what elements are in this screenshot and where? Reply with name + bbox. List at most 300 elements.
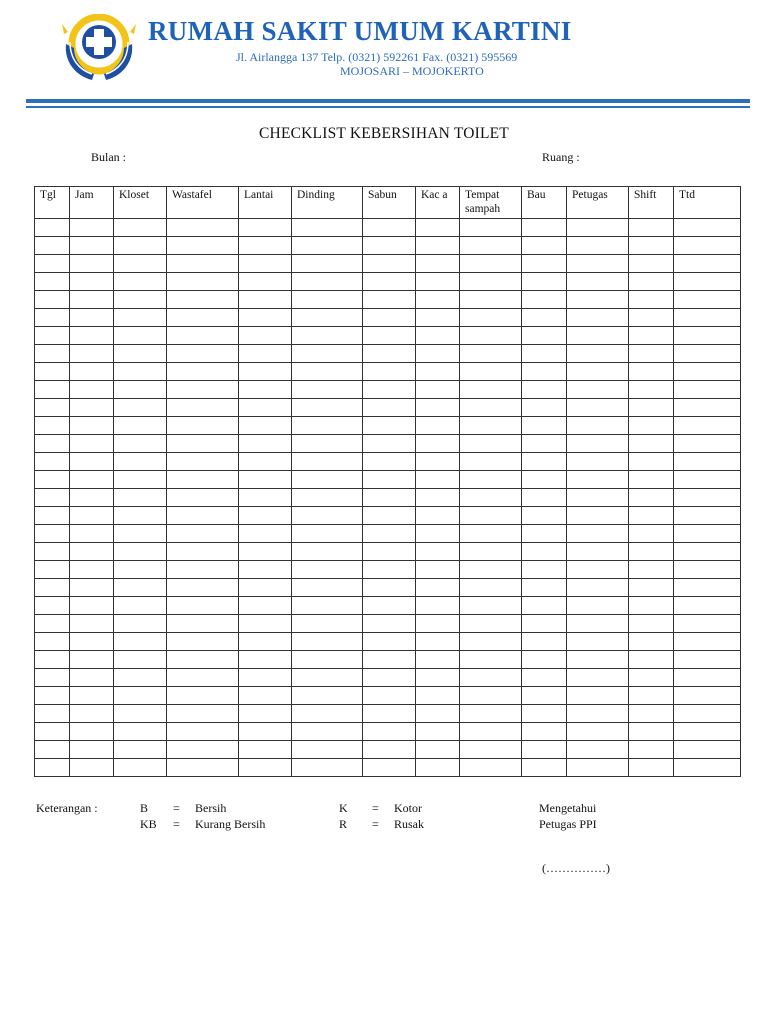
table-cell[interactable] bbox=[522, 597, 567, 615]
table-cell[interactable] bbox=[629, 579, 674, 597]
table-cell[interactable] bbox=[239, 633, 292, 651]
table-cell[interactable] bbox=[363, 327, 416, 345]
table-cell[interactable] bbox=[35, 489, 70, 507]
table-cell[interactable] bbox=[239, 399, 292, 417]
table-cell[interactable] bbox=[114, 471, 167, 489]
table-cell[interactable] bbox=[239, 309, 292, 327]
table-cell[interactable] bbox=[460, 579, 522, 597]
table-cell[interactable] bbox=[167, 417, 239, 435]
table-cell[interactable] bbox=[35, 327, 70, 345]
table-cell[interactable] bbox=[416, 255, 460, 273]
table-cell[interactable] bbox=[167, 687, 239, 705]
table-cell[interactable] bbox=[522, 525, 567, 543]
table-cell[interactable] bbox=[363, 381, 416, 399]
table-cell[interactable] bbox=[70, 237, 114, 255]
table-cell[interactable] bbox=[416, 615, 460, 633]
table-cell[interactable] bbox=[70, 435, 114, 453]
table-cell[interactable] bbox=[416, 651, 460, 669]
table-cell[interactable] bbox=[363, 597, 416, 615]
table-cell[interactable] bbox=[522, 615, 567, 633]
table-cell[interactable] bbox=[239, 363, 292, 381]
table-cell[interactable] bbox=[416, 543, 460, 561]
table-cell[interactable] bbox=[674, 309, 741, 327]
table-cell[interactable] bbox=[522, 255, 567, 273]
table-cell[interactable] bbox=[292, 363, 363, 381]
table-cell[interactable] bbox=[674, 381, 741, 399]
table-cell[interactable] bbox=[35, 705, 70, 723]
table-cell[interactable] bbox=[114, 543, 167, 561]
table-cell[interactable] bbox=[70, 633, 114, 651]
table-cell[interactable] bbox=[239, 273, 292, 291]
table-cell[interactable] bbox=[567, 633, 629, 651]
table-cell[interactable] bbox=[70, 741, 114, 759]
table-cell[interactable] bbox=[460, 255, 522, 273]
table-cell[interactable] bbox=[416, 633, 460, 651]
table-cell[interactable] bbox=[292, 633, 363, 651]
table-cell[interactable] bbox=[70, 327, 114, 345]
table-cell[interactable] bbox=[35, 597, 70, 615]
table-cell[interactable] bbox=[629, 597, 674, 615]
table-cell[interactable] bbox=[460, 345, 522, 363]
table-cell[interactable] bbox=[167, 723, 239, 741]
table-cell[interactable] bbox=[363, 687, 416, 705]
table-cell[interactable] bbox=[522, 723, 567, 741]
table-cell[interactable] bbox=[35, 345, 70, 363]
table-cell[interactable] bbox=[567, 363, 629, 381]
table-cell[interactable] bbox=[114, 399, 167, 417]
table-cell[interactable] bbox=[70, 723, 114, 741]
table-cell[interactable] bbox=[674, 345, 741, 363]
table-cell[interactable] bbox=[522, 705, 567, 723]
table-cell[interactable] bbox=[522, 309, 567, 327]
table-cell[interactable] bbox=[363, 255, 416, 273]
table-cell[interactable] bbox=[363, 273, 416, 291]
table-cell[interactable] bbox=[70, 615, 114, 633]
table-cell[interactable] bbox=[567, 381, 629, 399]
table-cell[interactable] bbox=[629, 741, 674, 759]
table-cell[interactable] bbox=[629, 381, 674, 399]
table-cell[interactable] bbox=[239, 471, 292, 489]
table-cell[interactable] bbox=[35, 525, 70, 543]
table-cell[interactable] bbox=[239, 255, 292, 273]
table-cell[interactable] bbox=[239, 651, 292, 669]
table-cell[interactable] bbox=[114, 561, 167, 579]
table-cell[interactable] bbox=[674, 651, 741, 669]
table-cell[interactable] bbox=[70, 453, 114, 471]
table-cell[interactable] bbox=[239, 345, 292, 363]
table-cell[interactable] bbox=[567, 309, 629, 327]
table-cell[interactable] bbox=[460, 597, 522, 615]
table-cell[interactable] bbox=[629, 327, 674, 345]
table-cell[interactable] bbox=[674, 741, 741, 759]
table-cell[interactable] bbox=[239, 687, 292, 705]
table-cell[interactable] bbox=[35, 399, 70, 417]
table-cell[interactable] bbox=[567, 525, 629, 543]
table-cell[interactable] bbox=[460, 651, 522, 669]
table-cell[interactable] bbox=[35, 723, 70, 741]
table-cell[interactable] bbox=[629, 723, 674, 741]
table-cell[interactable] bbox=[114, 525, 167, 543]
table-cell[interactable] bbox=[35, 309, 70, 327]
table-cell[interactable] bbox=[114, 309, 167, 327]
table-cell[interactable] bbox=[629, 759, 674, 777]
table-cell[interactable] bbox=[416, 273, 460, 291]
table-cell[interactable] bbox=[522, 579, 567, 597]
table-cell[interactable] bbox=[363, 579, 416, 597]
table-cell[interactable] bbox=[629, 453, 674, 471]
table-cell[interactable] bbox=[114, 741, 167, 759]
table-cell[interactable] bbox=[70, 255, 114, 273]
table-cell[interactable] bbox=[292, 327, 363, 345]
table-cell[interactable] bbox=[363, 345, 416, 363]
table-cell[interactable] bbox=[629, 291, 674, 309]
table-cell[interactable] bbox=[416, 759, 460, 777]
table-cell[interactable] bbox=[522, 759, 567, 777]
table-cell[interactable] bbox=[70, 399, 114, 417]
table-cell[interactable] bbox=[460, 759, 522, 777]
table-cell[interactable] bbox=[416, 291, 460, 309]
table-cell[interactable] bbox=[416, 597, 460, 615]
table-cell[interactable] bbox=[35, 651, 70, 669]
table-cell[interactable] bbox=[416, 237, 460, 255]
table-cell[interactable] bbox=[567, 327, 629, 345]
table-cell[interactable] bbox=[522, 381, 567, 399]
table-cell[interactable] bbox=[239, 525, 292, 543]
table-cell[interactable] bbox=[629, 237, 674, 255]
table-cell[interactable] bbox=[460, 291, 522, 309]
table-cell[interactable] bbox=[292, 723, 363, 741]
table-cell[interactable] bbox=[114, 489, 167, 507]
table-cell[interactable] bbox=[416, 723, 460, 741]
table-cell[interactable] bbox=[239, 219, 292, 237]
table-cell[interactable] bbox=[522, 291, 567, 309]
table-cell[interactable] bbox=[35, 543, 70, 561]
table-cell[interactable] bbox=[416, 453, 460, 471]
table-cell[interactable] bbox=[35, 219, 70, 237]
table-cell[interactable] bbox=[70, 381, 114, 399]
table-cell[interactable] bbox=[363, 291, 416, 309]
table-cell[interactable] bbox=[167, 597, 239, 615]
table-cell[interactable] bbox=[416, 489, 460, 507]
table-cell[interactable] bbox=[674, 399, 741, 417]
table-cell[interactable] bbox=[363, 219, 416, 237]
table-cell[interactable] bbox=[70, 543, 114, 561]
table-cell[interactable] bbox=[674, 579, 741, 597]
table-cell[interactable] bbox=[674, 705, 741, 723]
table-cell[interactable] bbox=[363, 525, 416, 543]
table-cell[interactable] bbox=[167, 399, 239, 417]
table-cell[interactable] bbox=[167, 633, 239, 651]
table-cell[interactable] bbox=[292, 507, 363, 525]
table-cell[interactable] bbox=[674, 759, 741, 777]
table-cell[interactable] bbox=[70, 759, 114, 777]
table-cell[interactable] bbox=[674, 417, 741, 435]
table-cell[interactable] bbox=[416, 219, 460, 237]
table-cell[interactable] bbox=[167, 273, 239, 291]
table-cell[interactable] bbox=[292, 615, 363, 633]
table-cell[interactable] bbox=[292, 345, 363, 363]
table-cell[interactable] bbox=[522, 327, 567, 345]
table-cell[interactable] bbox=[629, 669, 674, 687]
table-cell[interactable] bbox=[674, 633, 741, 651]
table-cell[interactable] bbox=[416, 363, 460, 381]
table-cell[interactable] bbox=[460, 417, 522, 435]
table-cell[interactable] bbox=[567, 741, 629, 759]
table-cell[interactable] bbox=[567, 687, 629, 705]
table-cell[interactable] bbox=[35, 507, 70, 525]
table-cell[interactable] bbox=[460, 453, 522, 471]
table-cell[interactable] bbox=[239, 579, 292, 597]
table-cell[interactable] bbox=[629, 687, 674, 705]
table-cell[interactable] bbox=[460, 309, 522, 327]
table-cell[interactable] bbox=[416, 561, 460, 579]
table-cell[interactable] bbox=[416, 525, 460, 543]
table-cell[interactable] bbox=[416, 507, 460, 525]
table-cell[interactable] bbox=[292, 669, 363, 687]
table-cell[interactable] bbox=[35, 633, 70, 651]
table-cell[interactable] bbox=[292, 759, 363, 777]
table-cell[interactable] bbox=[416, 705, 460, 723]
table-cell[interactable] bbox=[292, 273, 363, 291]
table-cell[interactable] bbox=[363, 435, 416, 453]
table-cell[interactable] bbox=[363, 399, 416, 417]
table-cell[interactable] bbox=[239, 381, 292, 399]
table-cell[interactable] bbox=[35, 453, 70, 471]
table-cell[interactable] bbox=[114, 381, 167, 399]
table-cell[interactable] bbox=[416, 579, 460, 597]
table-cell[interactable] bbox=[35, 237, 70, 255]
table-cell[interactable] bbox=[460, 435, 522, 453]
table-cell[interactable] bbox=[114, 705, 167, 723]
table-cell[interactable] bbox=[629, 489, 674, 507]
table-cell[interactable] bbox=[629, 615, 674, 633]
table-cell[interactable] bbox=[363, 705, 416, 723]
table-cell[interactable] bbox=[567, 399, 629, 417]
table-cell[interactable] bbox=[674, 363, 741, 381]
table-cell[interactable] bbox=[114, 651, 167, 669]
table-cell[interactable] bbox=[70, 489, 114, 507]
table-cell[interactable] bbox=[35, 255, 70, 273]
table-cell[interactable] bbox=[114, 453, 167, 471]
table-cell[interactable] bbox=[363, 723, 416, 741]
table-cell[interactable] bbox=[167, 651, 239, 669]
table-cell[interactable] bbox=[460, 561, 522, 579]
table-cell[interactable] bbox=[35, 273, 70, 291]
table-cell[interactable] bbox=[167, 615, 239, 633]
table-cell[interactable] bbox=[35, 687, 70, 705]
table-cell[interactable] bbox=[35, 363, 70, 381]
table-cell[interactable] bbox=[167, 435, 239, 453]
table-cell[interactable] bbox=[167, 453, 239, 471]
table-cell[interactable] bbox=[522, 417, 567, 435]
table-cell[interactable] bbox=[70, 687, 114, 705]
table-cell[interactable] bbox=[70, 219, 114, 237]
table-cell[interactable] bbox=[167, 381, 239, 399]
table-cell[interactable] bbox=[460, 399, 522, 417]
table-cell[interactable] bbox=[567, 273, 629, 291]
table-cell[interactable] bbox=[460, 381, 522, 399]
table-cell[interactable] bbox=[674, 327, 741, 345]
table-cell[interactable] bbox=[567, 489, 629, 507]
table-cell[interactable] bbox=[460, 741, 522, 759]
table-cell[interactable] bbox=[460, 615, 522, 633]
table-cell[interactable] bbox=[167, 669, 239, 687]
table-cell[interactable] bbox=[239, 291, 292, 309]
table-cell[interactable] bbox=[292, 417, 363, 435]
table-cell[interactable] bbox=[114, 759, 167, 777]
table-cell[interactable] bbox=[363, 489, 416, 507]
table-cell[interactable] bbox=[239, 561, 292, 579]
table-cell[interactable] bbox=[35, 417, 70, 435]
table-cell[interactable] bbox=[239, 237, 292, 255]
table-cell[interactable] bbox=[416, 435, 460, 453]
table-cell[interactable] bbox=[522, 633, 567, 651]
table-cell[interactable] bbox=[167, 309, 239, 327]
table-cell[interactable] bbox=[416, 669, 460, 687]
table-cell[interactable] bbox=[239, 453, 292, 471]
table-cell[interactable] bbox=[70, 309, 114, 327]
table-cell[interactable] bbox=[567, 669, 629, 687]
table-cell[interactable] bbox=[674, 507, 741, 525]
table-cell[interactable] bbox=[239, 669, 292, 687]
table-cell[interactable] bbox=[35, 759, 70, 777]
table-cell[interactable] bbox=[114, 687, 167, 705]
table-cell[interactable] bbox=[460, 705, 522, 723]
table-cell[interactable] bbox=[114, 237, 167, 255]
table-cell[interactable] bbox=[674, 723, 741, 741]
table-cell[interactable] bbox=[674, 597, 741, 615]
table-cell[interactable] bbox=[416, 399, 460, 417]
table-cell[interactable] bbox=[167, 507, 239, 525]
table-cell[interactable] bbox=[416, 309, 460, 327]
table-cell[interactable] bbox=[522, 237, 567, 255]
table-cell[interactable] bbox=[674, 435, 741, 453]
table-cell[interactable] bbox=[674, 615, 741, 633]
table-cell[interactable] bbox=[70, 363, 114, 381]
table-cell[interactable] bbox=[292, 651, 363, 669]
table-cell[interactable] bbox=[674, 561, 741, 579]
table-cell[interactable] bbox=[167, 345, 239, 363]
table-cell[interactable] bbox=[460, 687, 522, 705]
table-cell[interactable] bbox=[522, 345, 567, 363]
table-cell[interactable] bbox=[629, 651, 674, 669]
table-cell[interactable] bbox=[363, 615, 416, 633]
table-cell[interactable] bbox=[460, 327, 522, 345]
table-cell[interactable] bbox=[567, 507, 629, 525]
table-cell[interactable] bbox=[70, 471, 114, 489]
table-cell[interactable] bbox=[674, 669, 741, 687]
table-cell[interactable] bbox=[35, 561, 70, 579]
table-cell[interactable] bbox=[567, 543, 629, 561]
table-cell[interactable] bbox=[114, 255, 167, 273]
table-cell[interactable] bbox=[460, 525, 522, 543]
table-cell[interactable] bbox=[239, 705, 292, 723]
table-cell[interactable] bbox=[522, 219, 567, 237]
table-cell[interactable] bbox=[629, 273, 674, 291]
table-cell[interactable] bbox=[239, 417, 292, 435]
table-cell[interactable] bbox=[460, 723, 522, 741]
table-cell[interactable] bbox=[416, 345, 460, 363]
table-cell[interactable] bbox=[416, 381, 460, 399]
table-cell[interactable] bbox=[292, 291, 363, 309]
table-cell[interactable] bbox=[239, 327, 292, 345]
table-cell[interactable] bbox=[629, 417, 674, 435]
table-cell[interactable] bbox=[35, 741, 70, 759]
table-cell[interactable] bbox=[460, 633, 522, 651]
table-cell[interactable] bbox=[567, 597, 629, 615]
table-cell[interactable] bbox=[292, 561, 363, 579]
table-cell[interactable] bbox=[292, 597, 363, 615]
table-cell[interactable] bbox=[629, 525, 674, 543]
table-cell[interactable] bbox=[522, 561, 567, 579]
table-cell[interactable] bbox=[567, 759, 629, 777]
table-cell[interactable] bbox=[167, 561, 239, 579]
table-cell[interactable] bbox=[674, 237, 741, 255]
table-cell[interactable] bbox=[292, 489, 363, 507]
table-cell[interactable] bbox=[416, 687, 460, 705]
table-cell[interactable] bbox=[167, 543, 239, 561]
table-cell[interactable] bbox=[567, 705, 629, 723]
table-cell[interactable] bbox=[674, 471, 741, 489]
table-cell[interactable] bbox=[363, 669, 416, 687]
table-cell[interactable] bbox=[674, 543, 741, 561]
table-cell[interactable] bbox=[292, 471, 363, 489]
table-cell[interactable] bbox=[35, 381, 70, 399]
table-cell[interactable] bbox=[239, 489, 292, 507]
table-cell[interactable] bbox=[567, 237, 629, 255]
table-cell[interactable] bbox=[114, 363, 167, 381]
table-cell[interactable] bbox=[239, 741, 292, 759]
table-cell[interactable] bbox=[629, 255, 674, 273]
table-cell[interactable] bbox=[167, 471, 239, 489]
table-cell[interactable] bbox=[167, 705, 239, 723]
table-cell[interactable] bbox=[629, 543, 674, 561]
table-cell[interactable] bbox=[292, 381, 363, 399]
table-cell[interactable] bbox=[674, 291, 741, 309]
table-cell[interactable] bbox=[292, 687, 363, 705]
table-cell[interactable] bbox=[674, 489, 741, 507]
table-cell[interactable] bbox=[292, 219, 363, 237]
table-cell[interactable] bbox=[460, 507, 522, 525]
table-cell[interactable] bbox=[567, 255, 629, 273]
table-cell[interactable] bbox=[567, 219, 629, 237]
table-cell[interactable] bbox=[674, 687, 741, 705]
table-cell[interactable] bbox=[167, 741, 239, 759]
table-cell[interactable] bbox=[522, 471, 567, 489]
table-cell[interactable] bbox=[567, 291, 629, 309]
table-cell[interactable] bbox=[629, 633, 674, 651]
table-cell[interactable] bbox=[292, 453, 363, 471]
table-cell[interactable] bbox=[70, 579, 114, 597]
table-cell[interactable] bbox=[292, 255, 363, 273]
table-cell[interactable] bbox=[674, 273, 741, 291]
table-cell[interactable] bbox=[35, 615, 70, 633]
table-cell[interactable] bbox=[363, 633, 416, 651]
table-cell[interactable] bbox=[629, 309, 674, 327]
table-cell[interactable] bbox=[70, 561, 114, 579]
table-cell[interactable] bbox=[239, 615, 292, 633]
table-cell[interactable] bbox=[567, 471, 629, 489]
table-cell[interactable] bbox=[522, 363, 567, 381]
table-cell[interactable] bbox=[363, 363, 416, 381]
table-cell[interactable] bbox=[460, 669, 522, 687]
table-cell[interactable] bbox=[567, 435, 629, 453]
table-cell[interactable] bbox=[522, 507, 567, 525]
table-cell[interactable] bbox=[522, 651, 567, 669]
table-cell[interactable] bbox=[674, 219, 741, 237]
table-cell[interactable] bbox=[522, 453, 567, 471]
table-cell[interactable] bbox=[674, 255, 741, 273]
